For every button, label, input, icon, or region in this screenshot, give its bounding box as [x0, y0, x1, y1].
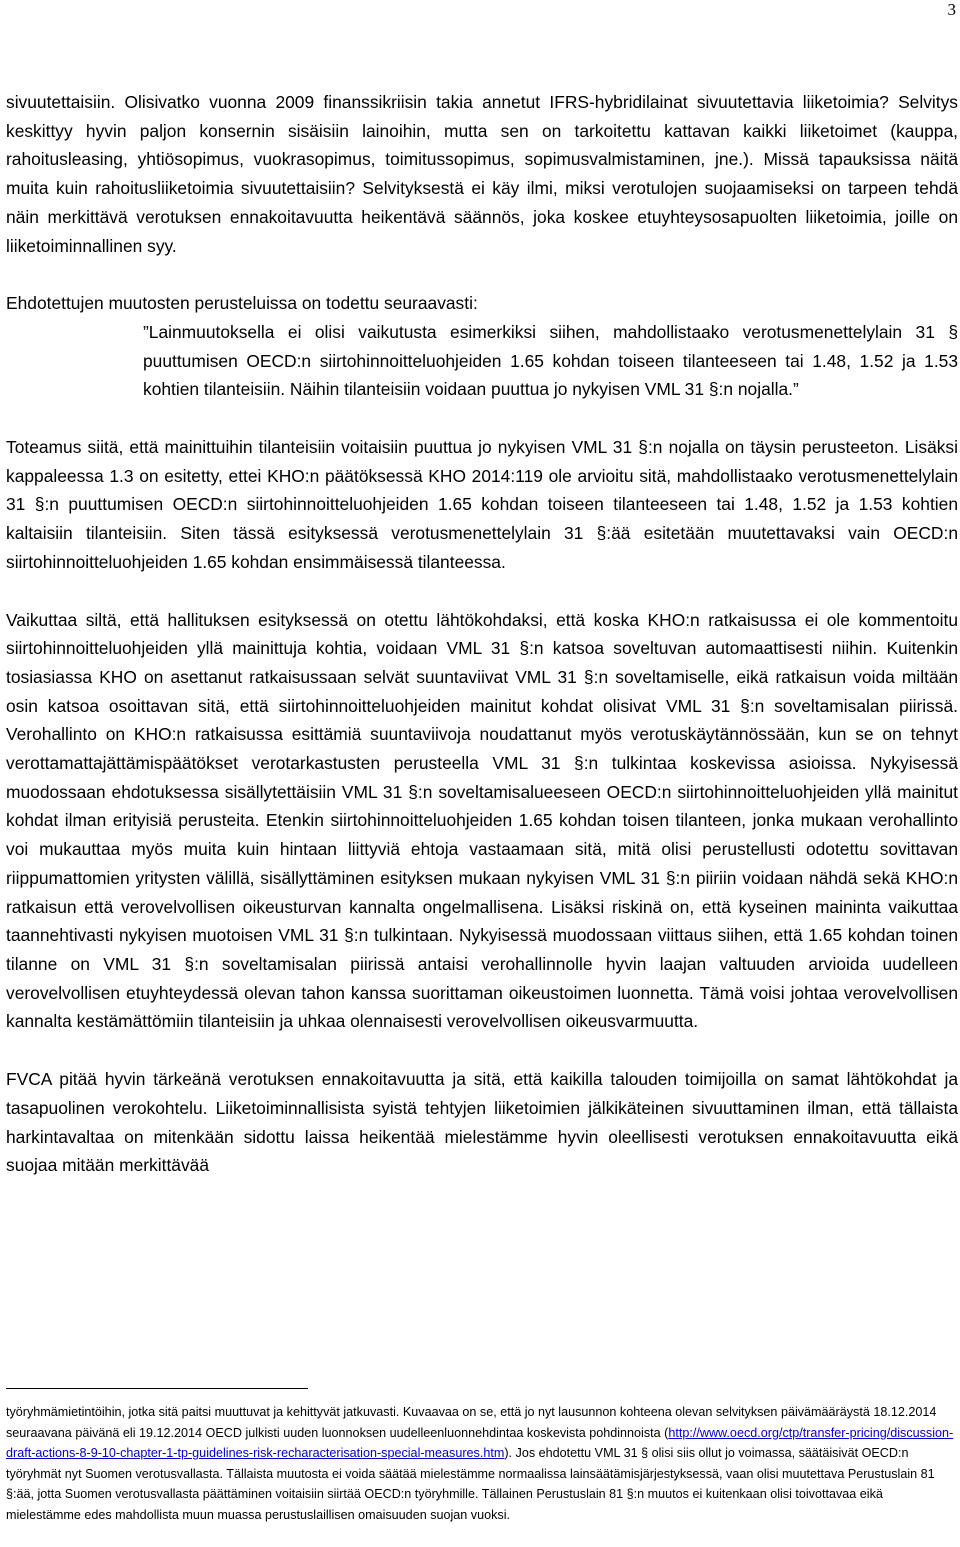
paragraph-kho-ruling: Vaikuttaa siltä, että hallituksen esityksessä on otettu lähtökohdaksi, että koska KHO:n ratkaisussa ei ole kommentoitu siirtohinnoitteluohjeiden yllä mainittuja kohtia, voidaan VML 31 §:n katsoa soveltuvan automaattisesti niihin. Kuitenkin tosiasiassa KHO on asettanut ratkaisussaan selvät suuntaviivat VML 31 §:n soveltamiselle, eikä ratkaisun voida miltään osin katsoa osoittavan sitä, että siirtohinnoitteluohjeiden mainitut kohdat olisivat VML 31 §:n soveltamisalan piirissä. Verohallinto on KHO:n ratkaisussa esittämiä suuntaviivoja noudattanut myös verotuskäytännössään, kun se on tehnyt verottamattajättämispäätökset verotarkastusten perusteella VML 31 §:n tulkintaa koskevissa asioissa. Nykyisessä muodossaan ehdotuksessa sisällytettäisiin VML 31 §:n soveltamisalueeseen OECD:n siirtohinnoitteluohjeiden yllä mainitut kohdat ilman erityisiä perusteita. Etenkin siirtohinnoitteluohjeiden 1.65 kohdan toisen tilanteen, jonka mukaan verohallinto voi mukauttaa myös muita kuin hintaan liittyviä ehtoja vastaamaan sitä, mitä olisi perustellusti odotettu sovittavan riippumattomien yritysten välillä, sisällyttäminen esityksen mukaan nykyisen VML 31 §:n piiriin voidaan nähdä sekä KHO:n ratkaisun että verovelvollisen oikeusturvan kannalta ongelmallisena. Lisäksi riskinä on, että kyseinen maininta vaikuttaa taannehtivasti nykyisen muotoisen VML 31 §:n tulkintaan. Nykyisessä muodossaan viittaus siihen, että 1.65 kohdan toinen tilanne on VML 31 §:n soveltamisalan piirissä antaisi verohallinnolle hyvin laajan valtuuden arvioida uudelleen verovelvollisen etuyhteydessä olevan tahon kanssa suorittaman oikeustoimen luonnetta. Tämä voisi johtaa verovelvollisen kannalta kestämättömiin tilanteisiin ja uhkaa olennaisesti verovelvollisen oikeusvarmuutta. [6, 609, 958, 1032]
paragraph-spacer [6, 404, 958, 433]
paragraph-quote-intro: Ehdotettujen muutosten perusteluissa on todettu seuraavasti: [6, 293, 478, 314]
footnote-section [6, 1388, 958, 1525]
block-quote: ”Lainmuutoksella ei olisi vaikutusta esimerkiksi siihen, mahdollistaako verotusmenettelylain 31 § puuttumisen OECD:n siirtohinnoitteluohjeiden 1.65 kohdan toiseen tilanteeseen tai 1.48, 1.52 ja 1.53 kohtien tilanteisiin. Näihin tilanteisiin voidaan puuttua jo nykyisen VML 31 §:n nojalla.” [143, 321, 958, 400]
oecd-discussion-draft-link[interactable]: http://www.oecd.org/ctp/transfer-pricing/discussion-draft-actions-8-9-10-chapter-1-tp-guidelines-risk-recharacterisation-special-measures.htm [6, 1425, 954, 1460]
footnote-separator [6, 1388, 308, 1389]
paragraph-spacer [6, 260, 958, 289]
footnote-text [6, 1402, 958, 1525]
footnote-text-after-link: ). Jos ehdotettu VML 31 § olisi siis ollut jo voimassa, säätäisivät OECD:n työryhmät nyt Suomen verotusvallasta. Tällaista muutosta ei voida säätää mielestämme normaalissa lainsäätämisjärjestyksessä, vaan olisi muutettava Perustuslain 81 §:ää, jotta Suomen verotusvallasta päättäminen voitaisiin siirtää OECD:n työryhmille. Tällainen Perustuslain 81 §:n muutos ei kuitenkaan olisi toivottavaa eikä mielestämme edes mahdollista muun muassa perustuslaillisen omaisuuden suojan vuoksi. [6, 1446, 935, 1522]
paragraph-fvca-position: FVCA pitää hyvin tärkeänä verotuksen ennakoitavuutta ja sitä, että kaikilla talouden toimijoilla on samat lähtökohdat ja tasapuolinen verokohtelu. Liiketoiminnallisista syistä tehtyjen liiketoimien jälkikäteinen sivuuttaminen ilman, että tällaista harkintavaltaa on mitenkään sidottu laissa heikentää mielestämme hyvin oleellisesti verotuksen ennakoitavuutta eikä suojaa mitään merkittävää [6, 1069, 958, 1176]
footnote-text-before-link: työryhmämietintöihin, jotka sitä paitsi muuttuvat ja kehittyvät jatkuvasti. Kuvaavaa on se, että jo nyt lausunnon kohteena olevan selvityksen päivämääräystä 18.12.2014 seuraavana päivänä eli 19.12.2014 OECD julkisti uuden luonnoksen uudelleenluonnehdintaa koskevista pohdinnoista ( [6, 1405, 937, 1440]
paragraph-spacer [6, 1036, 958, 1065]
document-body [6, 88, 958, 1180]
page-number: 3 [947, 0, 956, 19]
paragraph-hybrid-loans: sivuutettaisiin. Olisivatko vuonna 2009 finanssikriisin takia annetut IFRS-hybridilainat sivuutettavia liiketoimia? Selvitys keskittyy hyvin paljon konsernin sisäisiin lainoihin, mutta sen on tarkoitettu kattavan kaikki liiketoimet (kauppa, rahoitusleasing, yhtiösopimus, vuokrasopimus, toimitussopimus, sopimusvalmistaminen, jne.). Missä tapauksissa näitä muita kuin rahoitusliiketoimia sivuutettaisiin? Selvityksestä ei käy ilmi, miksi verotulojen suojaamiseksi on tarpeen tehdä näin merkittävä verotuksen ennakoitavuutta heikentävä säännös, joka koskee etuyhteysosapuolten liiketoimia, joille on liiketoiminnallinen syy. [6, 92, 958, 256]
paragraph-statement-baseless: Toteamus siitä, että mainittuihin tilanteisiin voitaisiin puuttua jo nykyisen VML 31 §:n nojalla on täysin perusteeton. Lisäksi kappaleessa 1.3 on esitetty, ettei KHO:n päätöksessä KHO 2014:119 ole arvioitu sitä, mahdollistaako verotusmenettelylain 31 §:n puuttumisen OECD:n siirtohinnoitteluohjeiden 1.65 kohdan toiseen tilanteeseen tai 1.48, 1.52 ja 1.53 kohtien kaltaisiin tilanteisiin. Siten tässä esityksessä verotusmenettelylain 31 §:ää esitetään muutettavaksi vain OECD:n siirtohinnoitteluohjeiden 1.65 kohdan ensimmäisessä tilanteessa. [6, 437, 958, 572]
paragraph-spacer [6, 577, 958, 606]
